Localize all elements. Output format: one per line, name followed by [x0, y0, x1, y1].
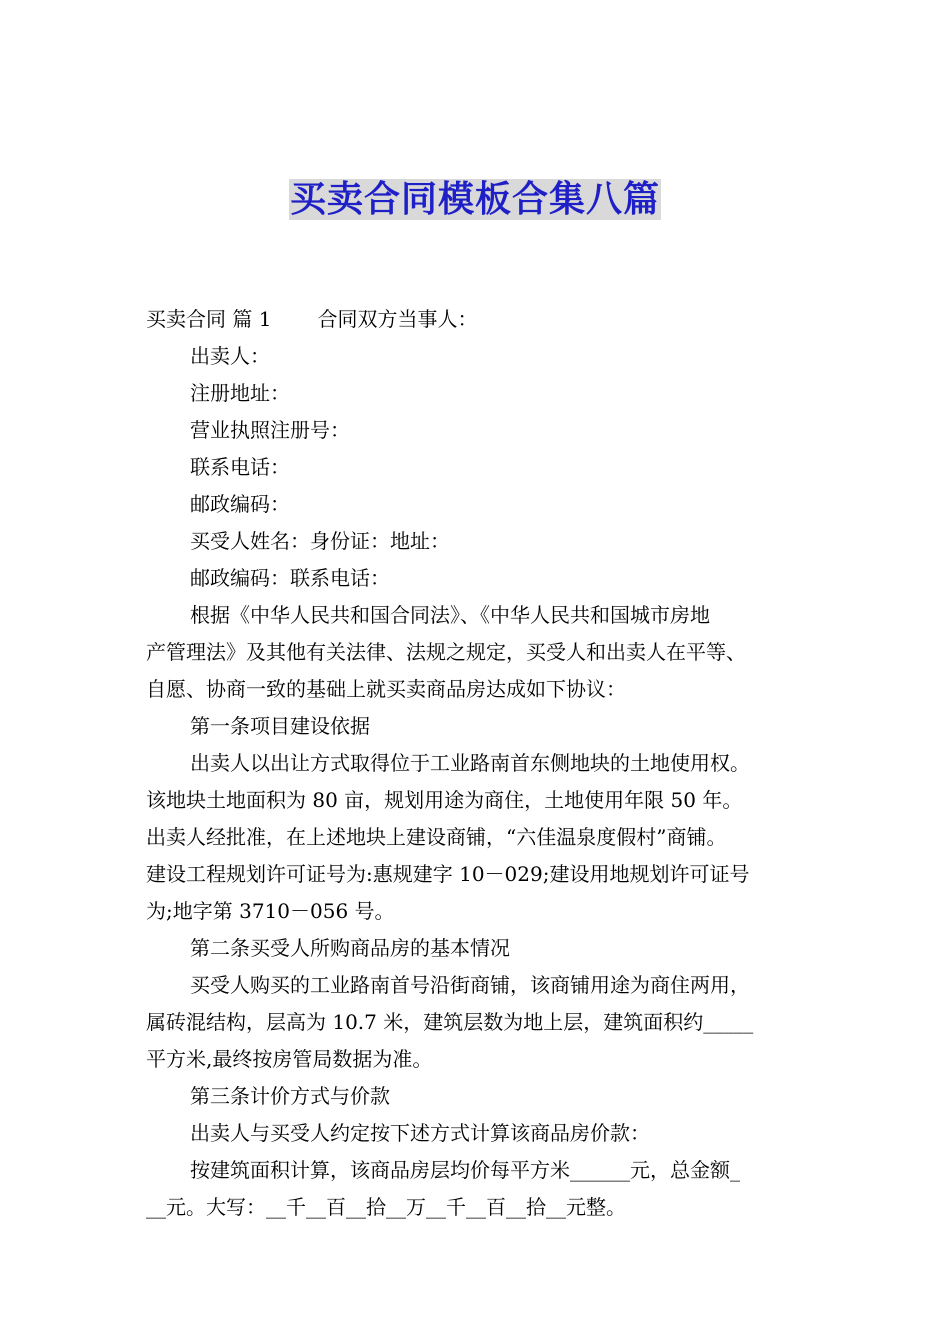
- paragraph-line: 营业执照注册号：: [190, 418, 350, 442]
- paragraph-line: 买受人购买的工业路南首号沿街商铺，该商铺用途为商住两用，: [190, 973, 750, 997]
- paragraph-line: 买受人姓名：身份证：地址：: [190, 529, 450, 553]
- paragraph-line: 根据《中华人民共和国合同法》、《中华人民共和国城市房地: [190, 603, 710, 627]
- paragraph-line: 联系电话：: [190, 455, 290, 479]
- section-heading-line: [146, 301, 826, 338]
- paragraph-line: __元。大写：__千__百__拾__万__千__百__拾__元整。: [146, 1195, 626, 1219]
- paragraph-line: 邮政编码：: [190, 492, 290, 516]
- paragraph-line: 出卖人经批准，在上述地块上建设商铺，“六佳温泉度假村”商铺。: [146, 825, 727, 849]
- paragraph-line: 出卖人与买受人约定按下述方式计算该商品房价款：: [190, 1121, 650, 1145]
- document-title-text: 买卖合同模板合集八篇: [289, 179, 660, 220]
- parties-heading: 合同双方当事人：: [317, 307, 478, 331]
- paragraph-line: 出卖人：: [190, 344, 270, 368]
- article-heading: 第三条计价方式与价款: [190, 1084, 390, 1108]
- article-heading: 第二条买受人所购商品房的基本情况: [190, 936, 510, 960]
- paragraph-line: 建设工程规划许可证号为:惠规建字 10－029;建设用地规划许可证号: [146, 862, 750, 886]
- section-heading: 买卖合同 篇 1: [146, 307, 272, 331]
- document-title: [0, 176, 950, 224]
- article-heading: 第一条项目建设依据: [190, 714, 370, 738]
- paragraph-line: 邮政编码：联系电话：: [190, 566, 390, 590]
- paragraph-line: 平方米,最终按房管局数据为准。: [146, 1047, 433, 1071]
- paragraph-line: 该地块土地面积为 80 亩，规划用途为商住，土地使用年限 50 年。: [146, 788, 743, 812]
- paragraph-line: 按建筑面积计算，该商品房层均价每平方米______元，总金额_: [190, 1158, 740, 1182]
- paragraph-line: 属砖混结构，层高为 10.7 米，建筑层数为地上层，建筑面积约_____: [146, 1010, 754, 1034]
- paragraph-line: 为;地字第 3710－056 号。: [146, 899, 395, 923]
- paragraph-line: 自愿、协商一致的基础上就买卖商品房达成如下协议：: [146, 677, 626, 701]
- paragraph-line: 产管理法》及其他有关法律、法规之规定，买受人和出卖人在平等、: [146, 640, 746, 664]
- document-body: [146, 301, 826, 1226]
- paragraph-line: 注册地址：: [190, 381, 290, 405]
- paragraph-line: 出卖人以出让方式取得位于工业路南首东侧地块的土地使用权。: [190, 751, 750, 775]
